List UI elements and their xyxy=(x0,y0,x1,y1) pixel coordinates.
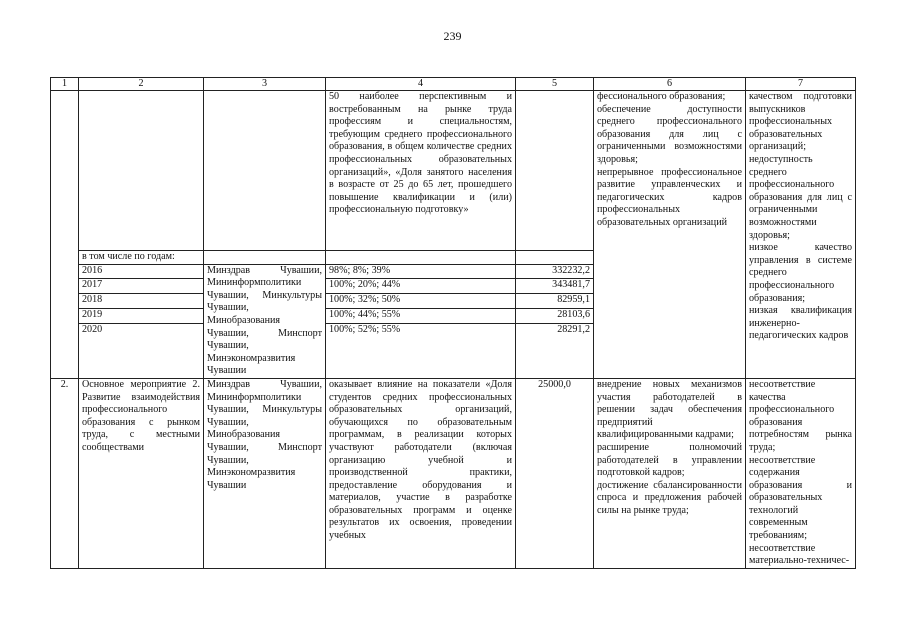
column-number-row xyxy=(51,78,856,91)
amount-cell: 332232,2 xyxy=(516,264,594,279)
risks-cell: качеством подготовки выпускников профессиональных образовательных организаций; недоступность среднего профессионального образования для лиц с ограниченными возможностями здоровья; низкое качество управления в системе среднего профессионального образования; низкая квалификация инженерно-педагогических кадров xyxy=(746,91,856,379)
indicators-cell: 50 наиболее перспективным и востребованным на рынке труда профессиям и специальностям, требующим среднего профессионального образования, в общем количестве средних профессиональных образовательных организаций», «Доля занятого населения в возрасте от 25 до 65 лет, прошедшего повышение квалификации и (или) профессиональную подготовку» xyxy=(326,91,516,251)
title-cell: Основное мероприятие 2. Развитие взаимодействия профессионального образования с рынком труда, с местными сообществами xyxy=(79,378,204,568)
title-cell xyxy=(79,91,204,251)
year-cell: 2019 xyxy=(79,308,204,323)
year-cell: 2017 xyxy=(79,279,204,294)
amount-cell xyxy=(516,91,594,251)
values-cell: 100%; 44%; 55% xyxy=(326,308,516,323)
year-cell: 2020 xyxy=(79,323,204,378)
number-cell: 2. xyxy=(51,378,79,568)
col-header: 3 xyxy=(204,78,326,91)
results-cell: внедрение новых механизмов участия работодателей в решении задач обеспечения предприятий квалифицированными кадрами; расширение полномочий работодателей в управлении подготовкой кадров; достижение сбалансированности спроса и предложения рабочей силы на рынке труда; xyxy=(594,378,746,568)
col-header: 6 xyxy=(594,78,746,91)
years-label: в том числе по годам: xyxy=(79,251,204,265)
year-cell: 2016 xyxy=(79,264,204,279)
page-number: 239 xyxy=(443,29,462,43)
indicators-cell: оказывает влияние на показатели «Доля студентов средних профессиональных образовательных организаций, обучающихся по образовательным программам, в реализации которых участвуют работодатели (включая организацию учебной и производственной практики, предоставление оборудования и материалов, участие в разработке образовательных программ и оценке результатов их освоения, проведении учебных xyxy=(326,378,516,568)
amount-cell: 82959,1 xyxy=(516,294,594,309)
year-cell: 2018 xyxy=(79,294,204,309)
col-header: 2 xyxy=(79,78,204,91)
executors-cell: Минздрав Чувашии, Мининформполитики Чувашии, Минкультуры Чувашии, Минобразования Чувашии, Минспорт Чувашии, Минэкономразвития Чувашии xyxy=(204,264,326,378)
executors-cell xyxy=(204,91,326,251)
executors-cell xyxy=(204,251,326,265)
risks-cell: несоответствие качества профессионального образования потребностям рынка труда; несоответствие содержания образования и образовательных технологий современным требованиям; несоответствие материально-техничес- xyxy=(746,378,856,568)
col-header: 5 xyxy=(516,78,594,91)
values-cell: 98%; 8%; 39% xyxy=(326,264,516,279)
col-header: 4 xyxy=(326,78,516,91)
table-row xyxy=(51,378,856,568)
values-cell: 100%; 52%; 55% xyxy=(326,323,516,378)
amount-cell: 25000,0 xyxy=(516,378,594,568)
values-cell: 100%; 20%; 44% xyxy=(326,279,516,294)
values-cell: 100%; 32%; 50% xyxy=(326,294,516,309)
amount-cell: 28291,2 xyxy=(516,323,594,378)
amount-cell: 343481,7 xyxy=(516,279,594,294)
executors-cell: Минздрав Чувашии, Мининформполитики Чувашии, Минкультуры Чувашии, Минобразования Чувашии, Минспорт Чувашии, Минэкономразвития Чувашии xyxy=(204,378,326,568)
results-cell: фессионального образования; обеспечение доступности среднего профессионального образования для лиц с ограниченными возможностями здоровья; непрерывное профессиональное развитие управленческих и педагогических кадров профессиональных образовательных организаций xyxy=(594,91,746,379)
values-cell xyxy=(326,251,516,265)
amount-cell: 28103,6 xyxy=(516,308,594,323)
table-row xyxy=(51,91,856,251)
col-header: 1 xyxy=(51,78,79,91)
amount-cell xyxy=(516,251,594,265)
number-cell xyxy=(51,91,79,379)
col-header: 7 xyxy=(746,78,856,91)
program-table xyxy=(50,77,856,569)
